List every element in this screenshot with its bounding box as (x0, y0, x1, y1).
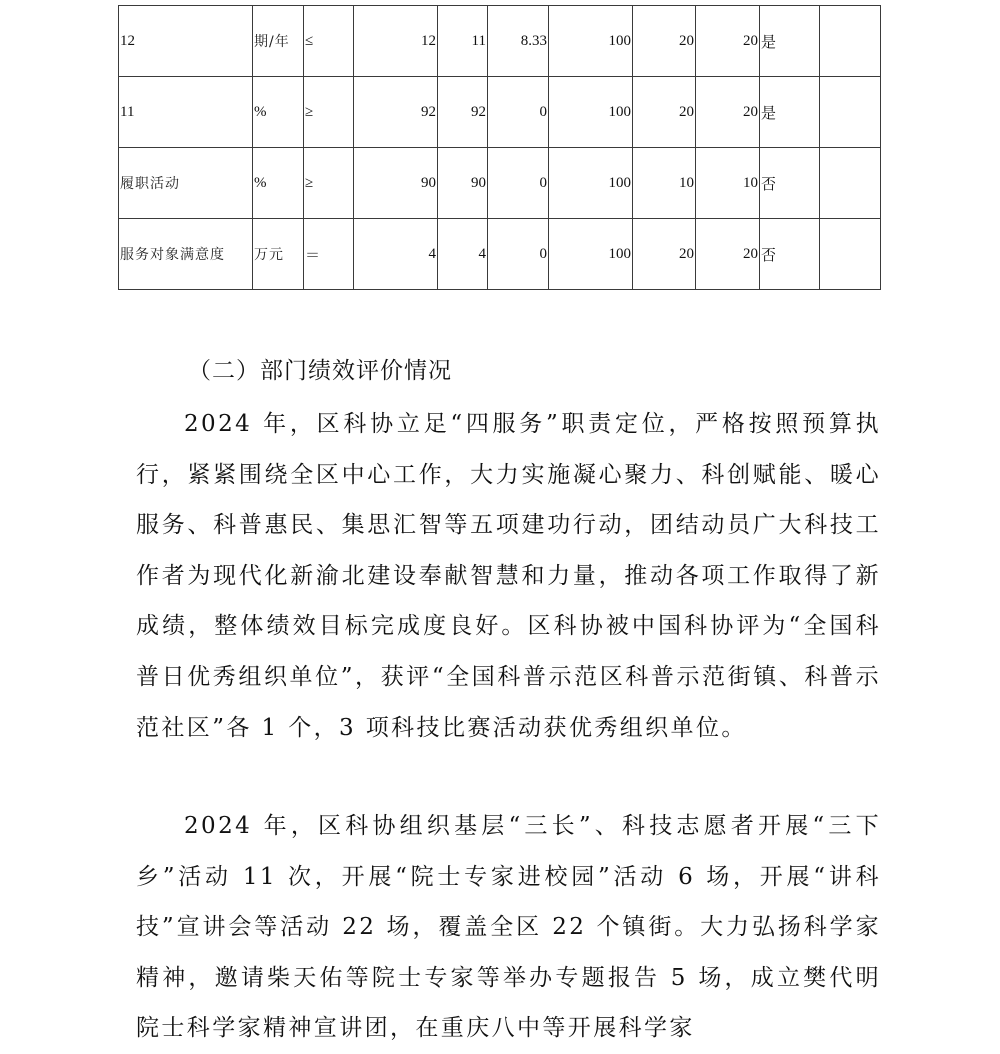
operator-cell: ＝ (304, 219, 354, 290)
indicator-name-cell: 履职活动 (119, 148, 253, 219)
weight-cell: 20 (633, 6, 696, 77)
target-value-cell: 92 (354, 77, 438, 148)
unit-cell: % (253, 77, 304, 148)
deviation-cell: 0 (488, 77, 549, 148)
unit-cell: 期/年 (253, 6, 304, 77)
flag-cell: 否 (760, 148, 820, 219)
score-cell: 20 (696, 219, 760, 290)
table-row (119, 219, 881, 290)
flag-cell: 是 (760, 77, 820, 148)
table-row (119, 148, 881, 219)
operator-cell: ≥ (304, 148, 354, 219)
unit-cell: 万元 (253, 219, 304, 290)
target-value-cell: 4 (354, 219, 438, 290)
actual-value-cell: 4 (438, 219, 488, 290)
operator-cell: ≥ (304, 77, 354, 148)
section-heading: （二）部门绩效评价情况 (188, 358, 452, 384)
weight-cell: 10 (633, 148, 696, 219)
table-body (119, 6, 881, 290)
completion-rate-cell: 100 (549, 219, 633, 290)
indicator-name-cell: 11 (119, 77, 253, 148)
flag-cell: 否 (760, 219, 820, 290)
operator-cell: ≤ (304, 6, 354, 77)
actual-value-cell: 90 (438, 148, 488, 219)
table-row (119, 77, 881, 148)
paragraph-overview: 2024 年，区科协立足“四服务”职责定位，严格按照预算执行，紧紧围绕全区中心工作，大力实施凝心聚力、科创赋能、暖心服务、科普惠民、集思汇智等五项建功行动，团结动员广大科技工作者为现代化新渝北建设奉献智慧和力量，推动各项工作取得了新成绩，整体绩效目标完成度良好。区科协被中国科协评为“全国科普日优秀组织单位”，获评“全国科普示范区科普示范街镇、科普示范社区”各 1 个，3 项科技比赛活动获优秀组织单位。 (136, 411, 881, 741)
note-cell (820, 6, 881, 77)
table-row (119, 6, 881, 77)
note-cell (820, 148, 881, 219)
actual-value-cell: 92 (438, 77, 488, 148)
deviation-cell: 0 (488, 148, 549, 219)
completion-rate-cell: 100 (549, 148, 633, 219)
score-cell: 20 (696, 77, 760, 148)
paragraph-activities: 2024 年，区科协组织基层“三长”、科技志愿者开展“三下乡”活动 11 次，开展“院士专家进校园”活动 6 场，开展“讲科技”宣讲会等活动 22 场，覆盖全区 22 个镇街。大力弘扬科学家精神，邀请柴天佑等院士专家等举办专题报告 5 场，成立樊代明院士科学家精神宣讲团，在重庆八中等开展科学家 (136, 813, 881, 1042)
indicator-name-cell: 服务对象满意度 (119, 219, 253, 290)
performance-indicator-table (118, 5, 881, 290)
score-cell: 20 (696, 6, 760, 77)
weight-cell: 20 (633, 77, 696, 148)
weight-cell: 20 (633, 219, 696, 290)
completion-rate-cell: 100 (549, 6, 633, 77)
target-value-cell: 12 (354, 6, 438, 77)
deviation-cell: 0 (488, 219, 549, 290)
unit-cell: % (253, 148, 304, 219)
deviation-cell: 8.33 (488, 6, 549, 77)
target-value-cell: 90 (354, 148, 438, 219)
flag-cell: 是 (760, 6, 820, 77)
actual-value-cell: 11 (438, 6, 488, 77)
indicator-name-cell: 12 (119, 6, 253, 77)
completion-rate-cell: 100 (549, 77, 633, 148)
note-cell (820, 77, 881, 148)
score-cell: 10 (696, 148, 760, 219)
note-cell (820, 219, 881, 290)
